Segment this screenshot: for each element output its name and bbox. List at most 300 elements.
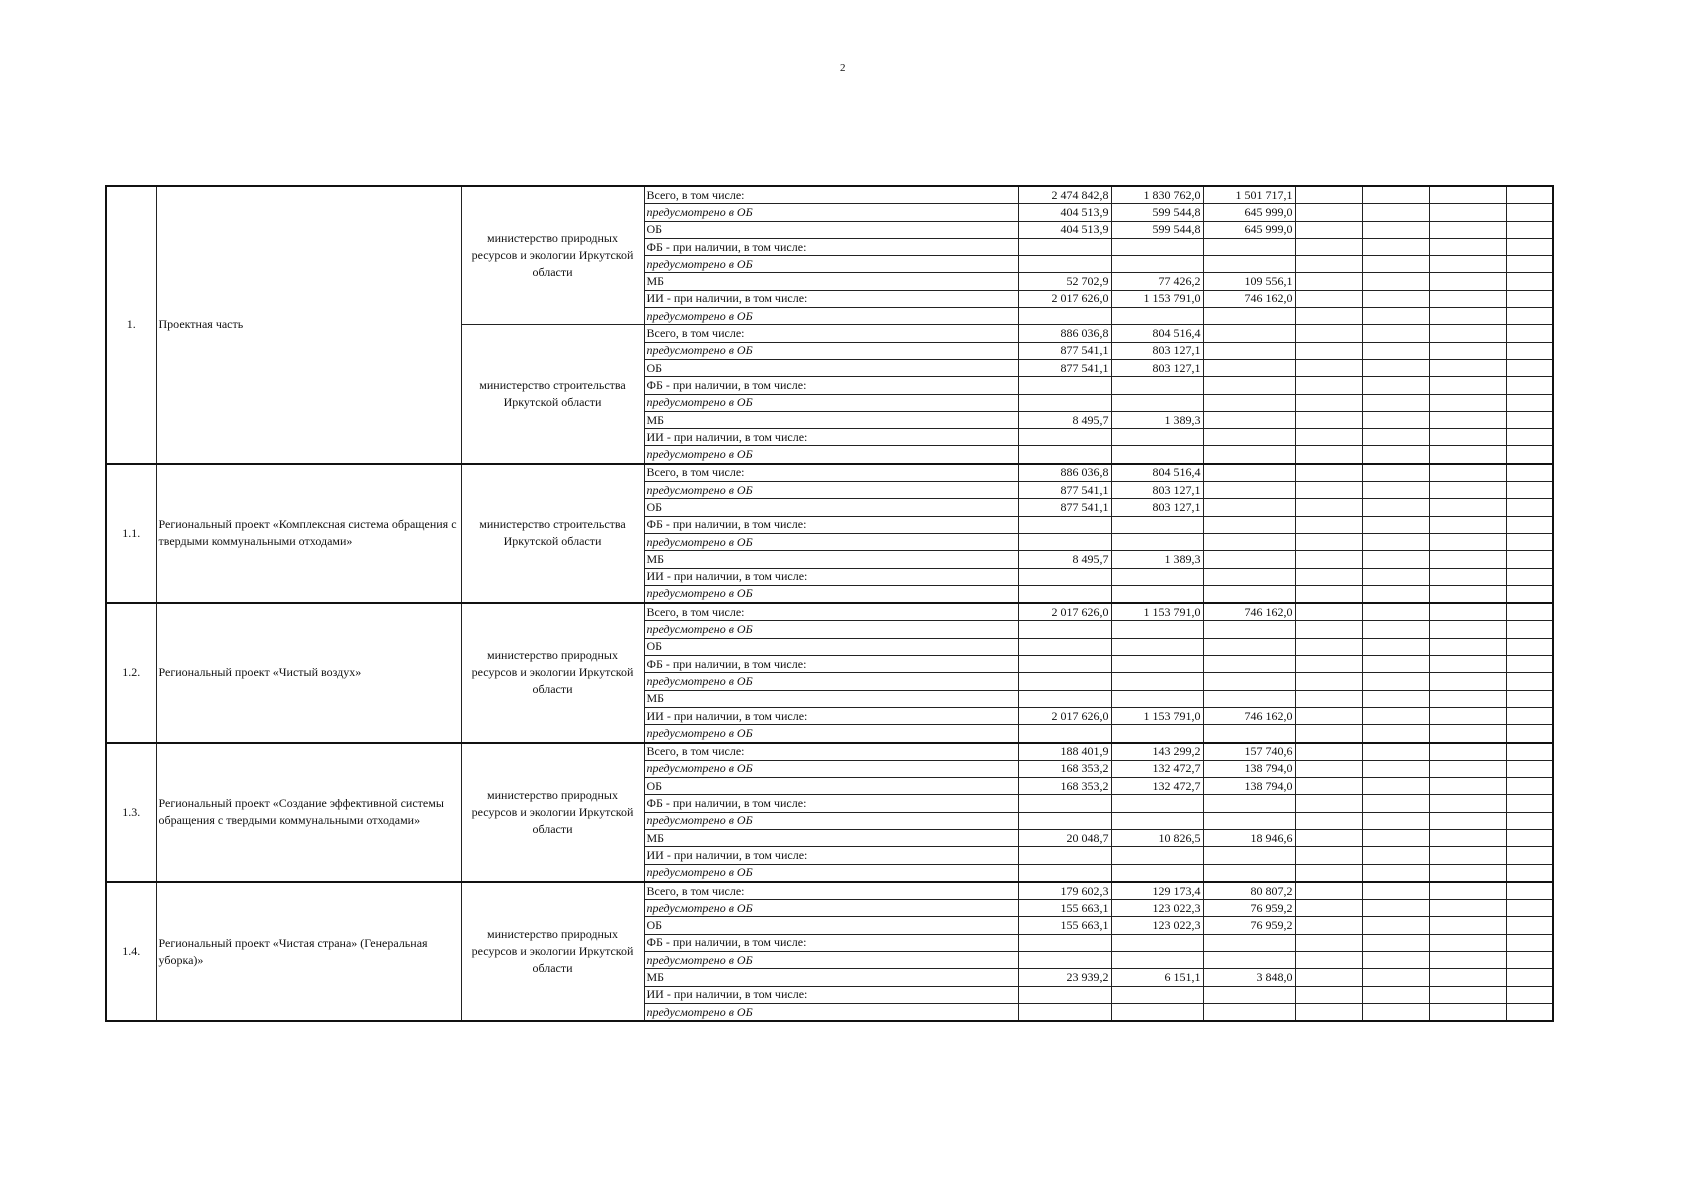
funding-value xyxy=(1506,673,1553,690)
funding-value xyxy=(1018,673,1111,690)
funding-source: МБ xyxy=(644,969,1018,986)
funding-value xyxy=(1506,986,1553,1003)
funding-value: 18 946,6 xyxy=(1203,829,1295,846)
funding-value xyxy=(1295,934,1362,951)
funding-value xyxy=(1111,812,1203,829)
funding-value xyxy=(1295,864,1362,882)
funding-value xyxy=(1018,1003,1111,1021)
funding-source: ИИ - при наличии, в том числе: xyxy=(644,707,1018,724)
funding-value xyxy=(1429,204,1506,221)
funding-value xyxy=(1362,533,1429,550)
funding-value xyxy=(1295,273,1362,290)
funding-value xyxy=(1295,707,1362,724)
funding-value: 76 959,2 xyxy=(1203,917,1295,934)
funding-value xyxy=(1295,516,1362,533)
responsible-executor: министерство природных ресурсов и экологии Иркутской области xyxy=(461,743,644,882)
funding-value: 168 353,2 xyxy=(1018,778,1111,795)
item-name: Региональный проект «Создание эффективной системы обращения с твердыми коммунальными отходами» xyxy=(156,743,461,882)
funding-value xyxy=(1295,221,1362,238)
funding-value xyxy=(1295,969,1362,986)
funding-value: 803 127,1 xyxy=(1111,482,1203,499)
funding-value xyxy=(1362,864,1429,882)
funding-value: 8 495,7 xyxy=(1018,411,1111,428)
funding-value xyxy=(1295,359,1362,376)
funding-value xyxy=(1429,673,1506,690)
funding-value: 886 036,8 xyxy=(1018,325,1111,342)
funding-value xyxy=(1362,882,1429,900)
funding-source: предусмотрено в ОБ xyxy=(644,585,1018,603)
funding-value: 3 848,0 xyxy=(1203,969,1295,986)
funding-value xyxy=(1203,638,1295,655)
funding-value xyxy=(1111,638,1203,655)
funding-value xyxy=(1111,308,1203,325)
funding-value xyxy=(1429,516,1506,533)
funding-value xyxy=(1506,429,1553,446)
funding-value xyxy=(1018,986,1111,1003)
funding-source: ИИ - при наличии, в том числе: xyxy=(644,847,1018,864)
funding-source: МБ xyxy=(644,411,1018,428)
funding-value xyxy=(1429,829,1506,846)
funding-source: предусмотрено в ОБ xyxy=(644,760,1018,777)
funding-value: 404 513,9 xyxy=(1018,204,1111,221)
funding-value xyxy=(1203,986,1295,1003)
funding-value xyxy=(1362,795,1429,812)
funding-source: предусмотрено в ОБ xyxy=(644,342,1018,359)
funding-value xyxy=(1506,568,1553,585)
funding-value xyxy=(1295,585,1362,603)
funding-value xyxy=(1362,186,1429,204)
funding-value xyxy=(1506,760,1553,777)
funding-value xyxy=(1018,533,1111,550)
funding-value xyxy=(1111,847,1203,864)
funding-value xyxy=(1018,238,1111,255)
funding-value xyxy=(1429,690,1506,707)
funding-source: ФБ - при наличии, в том числе: xyxy=(644,795,1018,812)
funding-value xyxy=(1362,707,1429,724)
funding-value xyxy=(1295,656,1362,673)
funding-value xyxy=(1295,429,1362,446)
funding-value xyxy=(1506,411,1553,428)
funding-source: Всего, в том числе: xyxy=(644,186,1018,204)
funding-value xyxy=(1506,290,1553,307)
funding-source: предусмотрено в ОБ xyxy=(644,621,1018,638)
funding-value xyxy=(1111,986,1203,1003)
funding-value xyxy=(1506,812,1553,829)
funding-value: 76 959,2 xyxy=(1203,900,1295,917)
funding-value xyxy=(1506,882,1553,900)
item-name: Региональный проект «Комплексная система обращения с твердыми коммунальными отходами» xyxy=(156,464,461,603)
funding-value xyxy=(1111,864,1203,882)
funding-value xyxy=(1429,342,1506,359)
funding-source: ФБ - при наличии, в том числе: xyxy=(644,516,1018,533)
funding-value: 886 036,8 xyxy=(1018,464,1111,482)
funding-value xyxy=(1295,673,1362,690)
funding-value xyxy=(1362,621,1429,638)
funding-value xyxy=(1018,585,1111,603)
funding-value xyxy=(1362,900,1429,917)
funding-source: предусмотрено в ОБ xyxy=(644,533,1018,550)
funding-value xyxy=(1203,568,1295,585)
funding-source: ОБ xyxy=(644,778,1018,795)
funding-source: предусмотрено в ОБ xyxy=(644,256,1018,273)
funding-value: 80 807,2 xyxy=(1203,882,1295,900)
funding-value xyxy=(1506,308,1553,325)
funding-value xyxy=(1018,638,1111,655)
funding-source: предусмотрено в ОБ xyxy=(644,952,1018,969)
funding-value xyxy=(1362,377,1429,394)
funding-value xyxy=(1506,464,1553,482)
funding-value xyxy=(1506,934,1553,951)
funding-value xyxy=(1295,917,1362,934)
funding-value: 746 162,0 xyxy=(1203,603,1295,621)
funding-value xyxy=(1506,325,1553,342)
page-number: 2 xyxy=(840,62,846,74)
funding-value xyxy=(1362,760,1429,777)
funding-value xyxy=(1362,568,1429,585)
funding-value xyxy=(1295,795,1362,812)
item-number: 1.4. xyxy=(106,882,156,1021)
funding-source: ОБ xyxy=(644,917,1018,934)
funding-value xyxy=(1203,359,1295,376)
funding-value xyxy=(1429,621,1506,638)
funding-value: 132 472,7 xyxy=(1111,760,1203,777)
funding-value xyxy=(1506,359,1553,376)
funding-value: 1 389,3 xyxy=(1111,411,1203,428)
funding-value: 129 173,4 xyxy=(1111,882,1203,900)
item-number: 1.1. xyxy=(106,464,156,603)
funding-value xyxy=(1295,778,1362,795)
funding-value xyxy=(1506,621,1553,638)
funding-value xyxy=(1295,186,1362,204)
funding-value: 155 663,1 xyxy=(1018,917,1111,934)
funding-value xyxy=(1362,952,1429,969)
funding-value xyxy=(1429,325,1506,342)
funding-value xyxy=(1506,585,1553,603)
funding-value xyxy=(1362,725,1429,743)
funding-value xyxy=(1506,603,1553,621)
funding-value xyxy=(1429,273,1506,290)
funding-value xyxy=(1203,1003,1295,1021)
funding-value xyxy=(1203,847,1295,864)
funding-value xyxy=(1429,900,1506,917)
funding-value xyxy=(1429,760,1506,777)
funding-value xyxy=(1362,394,1429,411)
funding-value xyxy=(1203,725,1295,743)
funding-value xyxy=(1429,1003,1506,1021)
funding-value: 1 153 791,0 xyxy=(1111,290,1203,307)
funding-value xyxy=(1203,516,1295,533)
funding-value xyxy=(1111,516,1203,533)
funding-source: МБ xyxy=(644,829,1018,846)
funding-value xyxy=(1506,238,1553,255)
item-number: 1.2. xyxy=(106,603,156,742)
funding-value xyxy=(1429,917,1506,934)
funding-value xyxy=(1429,411,1506,428)
funding-value xyxy=(1203,812,1295,829)
funding-value xyxy=(1203,482,1295,499)
funding-value xyxy=(1429,743,1506,761)
funding-value xyxy=(1111,656,1203,673)
funding-value xyxy=(1506,725,1553,743)
funding-value xyxy=(1362,446,1429,464)
item-name: Региональный проект «Чистая страна» (Генеральная уборка)» xyxy=(156,882,461,1021)
funding-value xyxy=(1506,707,1553,724)
responsible-executor: министерство природных ресурсов и экологии Иркутской области xyxy=(461,603,644,742)
funding-value: 599 544,8 xyxy=(1111,204,1203,221)
funding-source: ИИ - при наличии, в том числе: xyxy=(644,568,1018,585)
funding-value xyxy=(1429,934,1506,951)
funding-value xyxy=(1362,969,1429,986)
funding-value xyxy=(1295,394,1362,411)
funding-value xyxy=(1429,256,1506,273)
funding-value xyxy=(1429,308,1506,325)
funding-value xyxy=(1295,446,1362,464)
funding-value xyxy=(1429,290,1506,307)
funding-value xyxy=(1111,795,1203,812)
funding-source: ФБ - при наличии, в том числе: xyxy=(644,377,1018,394)
funding-value xyxy=(1111,446,1203,464)
funding-value xyxy=(1506,900,1553,917)
funding-value xyxy=(1203,308,1295,325)
funding-value xyxy=(1203,934,1295,951)
funding-value xyxy=(1203,656,1295,673)
funding-value xyxy=(1295,812,1362,829)
funding-value xyxy=(1362,1003,1429,1021)
funding-value xyxy=(1506,533,1553,550)
funding-value xyxy=(1295,847,1362,864)
funding-value xyxy=(1362,482,1429,499)
funding-value xyxy=(1295,342,1362,359)
funding-value xyxy=(1362,238,1429,255)
funding-source: предусмотрено в ОБ xyxy=(644,673,1018,690)
funding-value xyxy=(1018,568,1111,585)
funding-value xyxy=(1506,829,1553,846)
funding-value: 877 541,1 xyxy=(1018,359,1111,376)
funding-value xyxy=(1506,446,1553,464)
funding-value: 8 495,7 xyxy=(1018,551,1111,568)
funding-value xyxy=(1111,690,1203,707)
funding-value xyxy=(1429,603,1506,621)
funding-value xyxy=(1362,673,1429,690)
item-name: Проектная часть xyxy=(156,186,461,464)
funding-value xyxy=(1295,482,1362,499)
funding-value xyxy=(1429,725,1506,743)
funding-value xyxy=(1295,325,1362,342)
funding-value: 138 794,0 xyxy=(1203,778,1295,795)
item-number: 1. xyxy=(106,186,156,464)
funding-value xyxy=(1362,778,1429,795)
funding-value xyxy=(1295,829,1362,846)
funding-source: ФБ - при наличии, в том числе: xyxy=(644,656,1018,673)
funding-value: 746 162,0 xyxy=(1203,707,1295,724)
funding-value xyxy=(1362,308,1429,325)
funding-value xyxy=(1203,585,1295,603)
funding-value: 132 472,7 xyxy=(1111,778,1203,795)
funding-value xyxy=(1203,238,1295,255)
funding-value xyxy=(1362,603,1429,621)
funding-value xyxy=(1429,656,1506,673)
responsible-executor: министерство строительства Иркутской области xyxy=(461,464,644,603)
table-row xyxy=(106,186,1553,204)
funding-source: ОБ xyxy=(644,638,1018,655)
funding-value xyxy=(1111,725,1203,743)
funding-value xyxy=(1111,673,1203,690)
funding-value xyxy=(1362,464,1429,482)
funding-value xyxy=(1018,446,1111,464)
funding-value xyxy=(1018,725,1111,743)
funding-value xyxy=(1018,308,1111,325)
funding-value xyxy=(1506,551,1553,568)
funding-value xyxy=(1506,204,1553,221)
funding-value xyxy=(1295,308,1362,325)
funding-value: 155 663,1 xyxy=(1018,900,1111,917)
funding-value: 645 999,0 xyxy=(1203,204,1295,221)
funding-value xyxy=(1362,743,1429,761)
funding-value xyxy=(1506,186,1553,204)
funding-value: 746 162,0 xyxy=(1203,290,1295,307)
funding-value xyxy=(1506,377,1553,394)
funding-source: Всего, в том числе: xyxy=(644,882,1018,900)
funding-value: 877 541,1 xyxy=(1018,482,1111,499)
funding-value xyxy=(1429,847,1506,864)
funding-value xyxy=(1295,568,1362,585)
funding-value xyxy=(1018,256,1111,273)
funding-value xyxy=(1295,603,1362,621)
funding-value xyxy=(1203,411,1295,428)
funding-value xyxy=(1506,342,1553,359)
funding-value xyxy=(1295,411,1362,428)
funding-value xyxy=(1506,516,1553,533)
funding-value: 645 999,0 xyxy=(1203,221,1295,238)
funding-value xyxy=(1203,325,1295,342)
funding-source: ОБ xyxy=(644,221,1018,238)
funding-value xyxy=(1429,464,1506,482)
funding-value xyxy=(1429,359,1506,376)
funding-value xyxy=(1362,359,1429,376)
funding-value xyxy=(1506,690,1553,707)
funding-value: 2 017 626,0 xyxy=(1018,603,1111,621)
funding-value xyxy=(1203,429,1295,446)
funding-value: 599 544,8 xyxy=(1111,221,1203,238)
funding-value xyxy=(1506,743,1553,761)
funding-value xyxy=(1111,429,1203,446)
funding-value xyxy=(1429,969,1506,986)
funding-value xyxy=(1506,273,1553,290)
funding-value xyxy=(1362,499,1429,516)
funding-value xyxy=(1203,621,1295,638)
funding-value: 157 740,6 xyxy=(1203,743,1295,761)
funding-value xyxy=(1506,221,1553,238)
funding-value xyxy=(1429,482,1506,499)
budget-table xyxy=(105,185,1554,1022)
funding-value xyxy=(1018,952,1111,969)
funding-value xyxy=(1295,377,1362,394)
funding-value xyxy=(1203,690,1295,707)
funding-value xyxy=(1429,795,1506,812)
funding-value xyxy=(1018,394,1111,411)
funding-value: 804 516,4 xyxy=(1111,464,1203,482)
funding-value xyxy=(1506,864,1553,882)
funding-value xyxy=(1203,551,1295,568)
funding-value xyxy=(1429,778,1506,795)
funding-value: 2 474 842,8 xyxy=(1018,186,1111,204)
funding-value: 877 541,1 xyxy=(1018,342,1111,359)
funding-value xyxy=(1506,638,1553,655)
funding-value xyxy=(1429,221,1506,238)
responsible-executor: министерство природных ресурсов и экологии Иркутской области xyxy=(461,882,644,1021)
funding-value xyxy=(1203,533,1295,550)
funding-value xyxy=(1018,516,1111,533)
item-name: Региональный проект «Чистый воздух» xyxy=(156,603,461,742)
funding-value xyxy=(1111,256,1203,273)
funding-source: предусмотрено в ОБ xyxy=(644,725,1018,743)
funding-value xyxy=(1203,394,1295,411)
funding-value: 123 022,3 xyxy=(1111,917,1203,934)
funding-value xyxy=(1295,725,1362,743)
funding-value xyxy=(1018,690,1111,707)
funding-source: ОБ xyxy=(644,499,1018,516)
funding-value xyxy=(1295,464,1362,482)
funding-value: 23 939,2 xyxy=(1018,969,1111,986)
funding-value xyxy=(1506,482,1553,499)
funding-value xyxy=(1018,656,1111,673)
funding-source: ИИ - при наличии, в том числе: xyxy=(644,290,1018,307)
funding-value xyxy=(1295,204,1362,221)
funding-source: предусмотрено в ОБ xyxy=(644,864,1018,882)
funding-source: предусмотрено в ОБ xyxy=(644,482,1018,499)
funding-source: предусмотрено в ОБ xyxy=(644,900,1018,917)
funding-value xyxy=(1203,499,1295,516)
funding-value xyxy=(1018,795,1111,812)
funding-source: Всего, в том числе: xyxy=(644,603,1018,621)
funding-value xyxy=(1111,952,1203,969)
funding-value: 803 127,1 xyxy=(1111,359,1203,376)
funding-value xyxy=(1111,621,1203,638)
funding-value xyxy=(1362,204,1429,221)
funding-value: 2 017 626,0 xyxy=(1018,707,1111,724)
funding-value xyxy=(1362,342,1429,359)
funding-value xyxy=(1203,464,1295,482)
funding-value xyxy=(1506,394,1553,411)
funding-value xyxy=(1203,377,1295,394)
funding-source: МБ xyxy=(644,690,1018,707)
funding-value xyxy=(1362,812,1429,829)
funding-value xyxy=(1362,934,1429,951)
funding-value xyxy=(1429,986,1506,1003)
funding-value xyxy=(1429,446,1506,464)
funding-value xyxy=(1429,377,1506,394)
funding-value xyxy=(1429,707,1506,724)
funding-value: 138 794,0 xyxy=(1203,760,1295,777)
funding-value xyxy=(1506,969,1553,986)
funding-value: 404 513,9 xyxy=(1018,221,1111,238)
funding-value xyxy=(1295,743,1362,761)
funding-source: МБ xyxy=(644,551,1018,568)
funding-source: предусмотрено в ОБ xyxy=(644,308,1018,325)
funding-value xyxy=(1295,551,1362,568)
funding-value xyxy=(1018,864,1111,882)
funding-source: ФБ - при наличии, в том числе: xyxy=(644,934,1018,951)
funding-source: предусмотрено в ОБ xyxy=(644,204,1018,221)
funding-value xyxy=(1362,829,1429,846)
funding-value xyxy=(1111,533,1203,550)
funding-value xyxy=(1362,585,1429,603)
funding-value xyxy=(1295,1003,1362,1021)
funding-value xyxy=(1203,673,1295,690)
funding-value: 6 151,1 xyxy=(1111,969,1203,986)
funding-value xyxy=(1203,256,1295,273)
funding-value xyxy=(1362,638,1429,655)
